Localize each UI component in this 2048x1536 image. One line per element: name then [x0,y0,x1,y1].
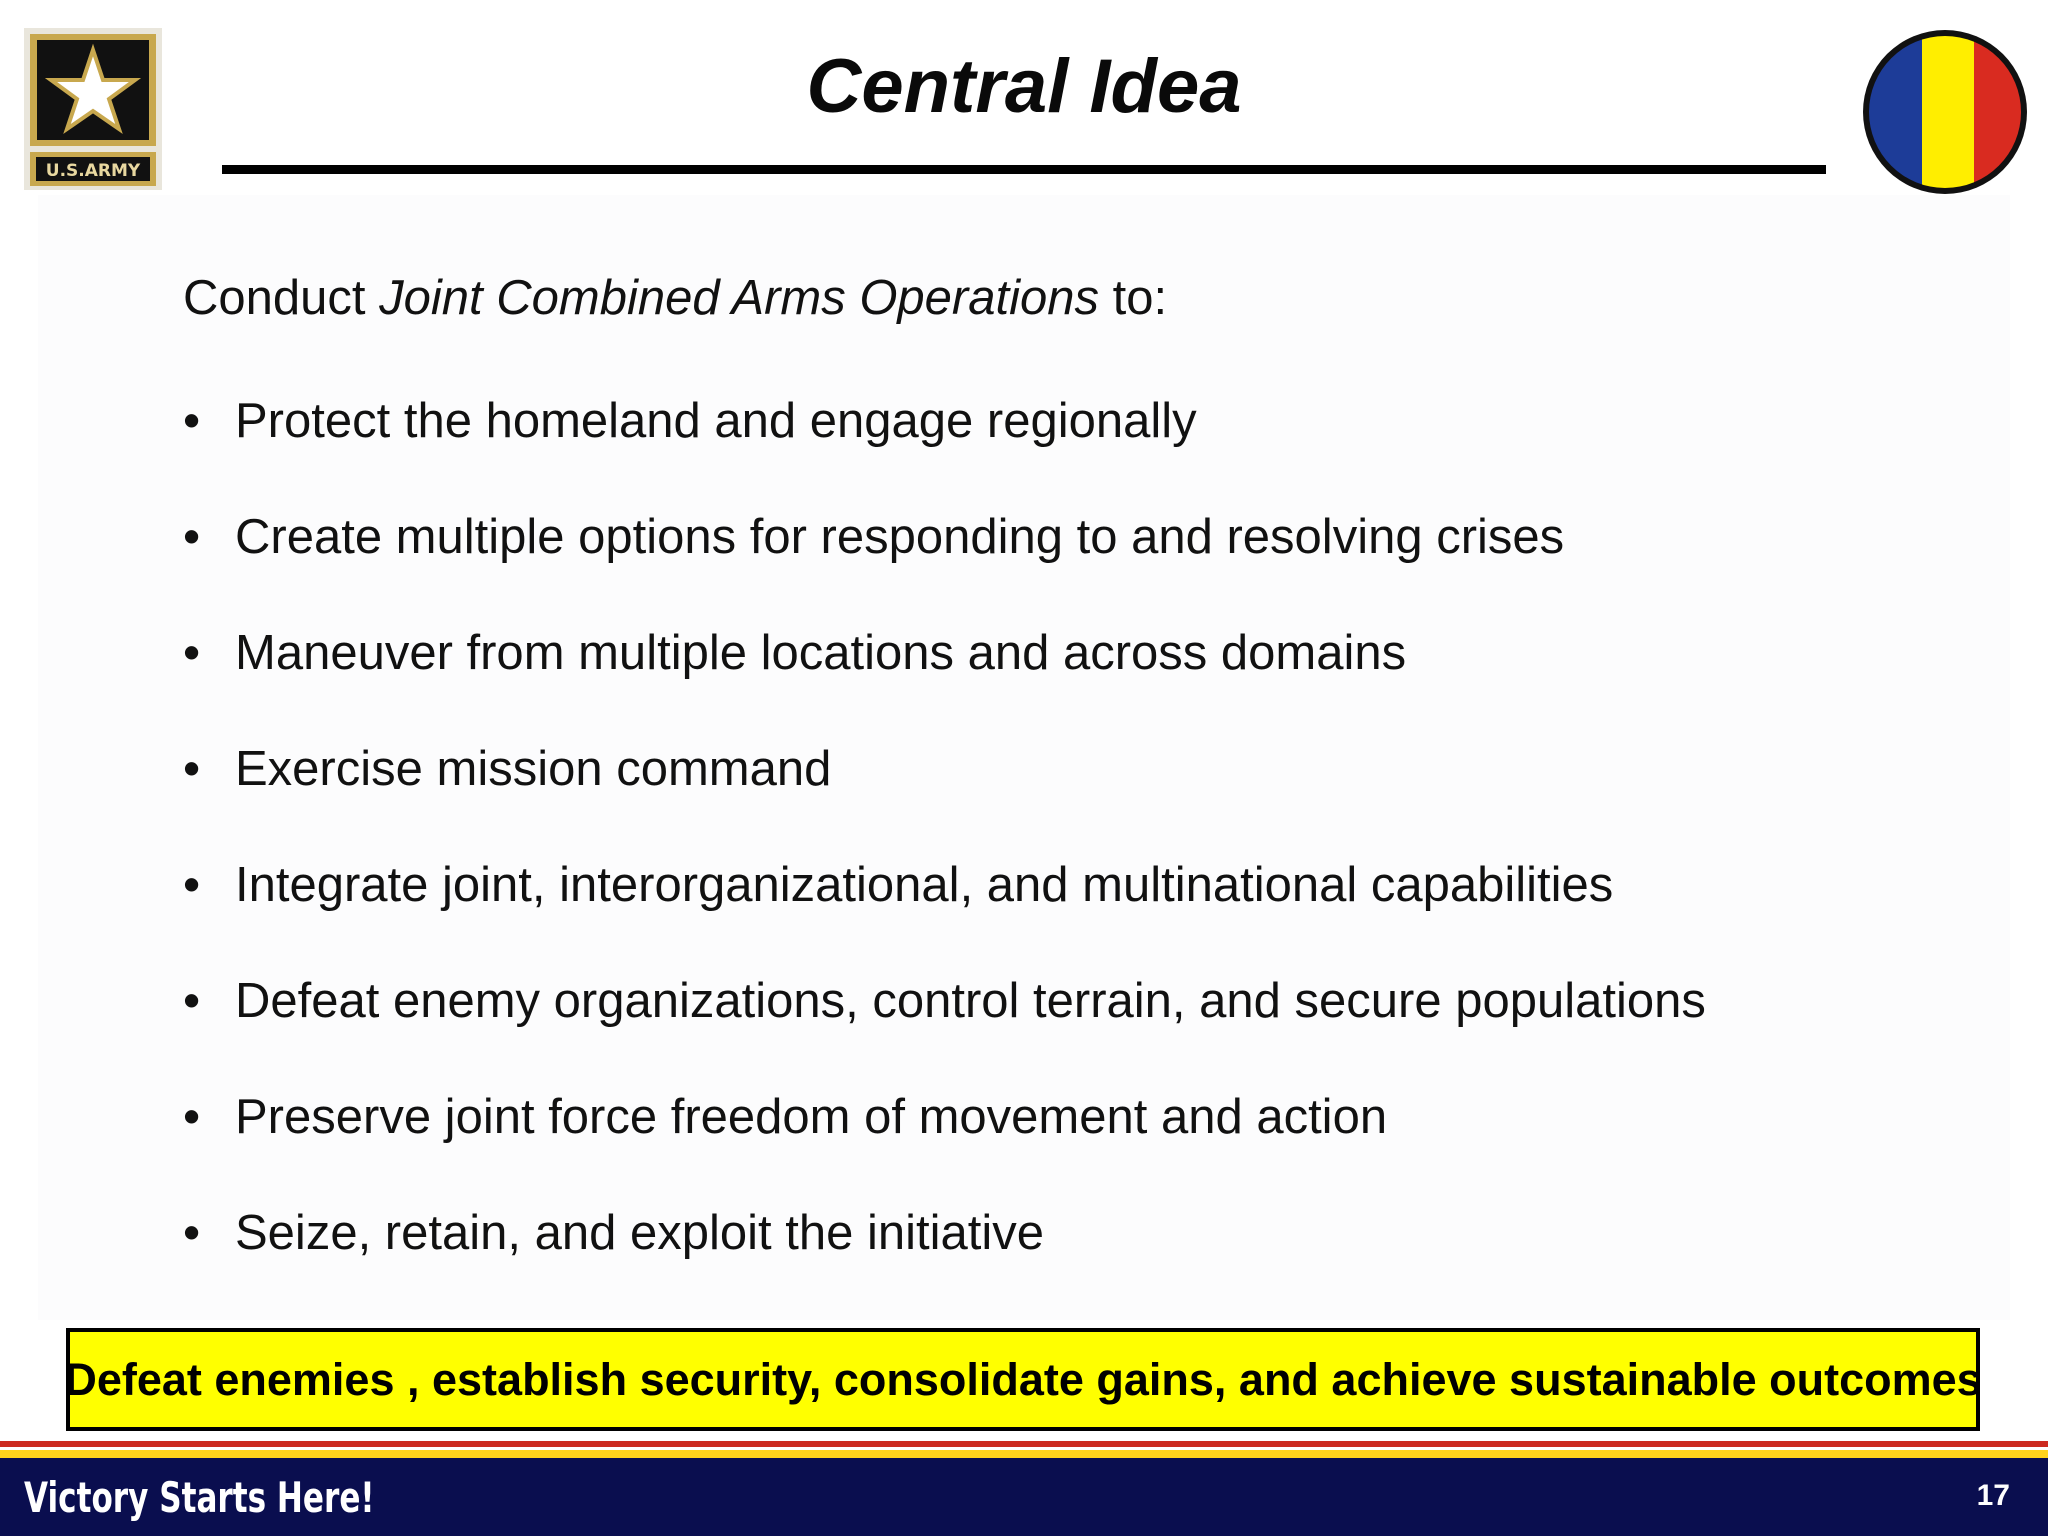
stripe-yellow [0,1450,2048,1458]
footer-slogan: Victory Starts Here! [24,1473,375,1522]
intro-line [183,268,1167,328]
bullet-dot: • [183,394,201,448]
bullet-dot: • [183,858,201,912]
bullet-dot: • [183,1206,201,1260]
footer-bar [0,1458,2048,1536]
bullet-dot: • [183,974,201,1028]
bullet-dot: • [183,510,201,564]
bullet-text: Maneuver from multiple locations and across domains [235,626,1407,680]
bullet-text: Defeat enemy organizations, control terrain, and secure populations [235,974,1706,1028]
bullet-dot: • [183,1090,201,1144]
intro-suffix: to: [1099,271,1168,325]
slide-title: Central Idea [806,44,1242,129]
bullet-dot: • [183,742,201,796]
bullet-text: Protect the homeland and engage regionally [235,394,1197,448]
footer-stripes [0,1441,2048,1458]
tradoc-roundel-icon [1860,27,2030,197]
army-logo-text: U.S.ARMY [45,161,141,181]
bullet-text: Exercise mission command [235,742,832,796]
callout-text: Defeat enemies , establish security, consolidate gains, and achieve sustainable outcomes [64,1353,1982,1405]
bullet-text: Preserve joint force freedom of movement and action [235,1090,1388,1144]
callout-banner [66,1328,1980,1431]
bullet-dot: • [183,626,201,680]
page-number: 17 [1976,1479,2010,1512]
us-army-logo [24,28,162,190]
title-underline [222,165,1826,174]
bullet-text: Integrate joint, interorganizational, and multinational capabilities [235,858,1614,912]
bullet-text: Seize, retain, and exploit the initiative [235,1206,1044,1260]
intro-emphasis: Joint Combined Arms Operations [379,271,1100,325]
intro-prefix: Conduct [183,271,380,325]
bullet-text: Create multiple options for responding to and resolving crises [235,510,1565,564]
